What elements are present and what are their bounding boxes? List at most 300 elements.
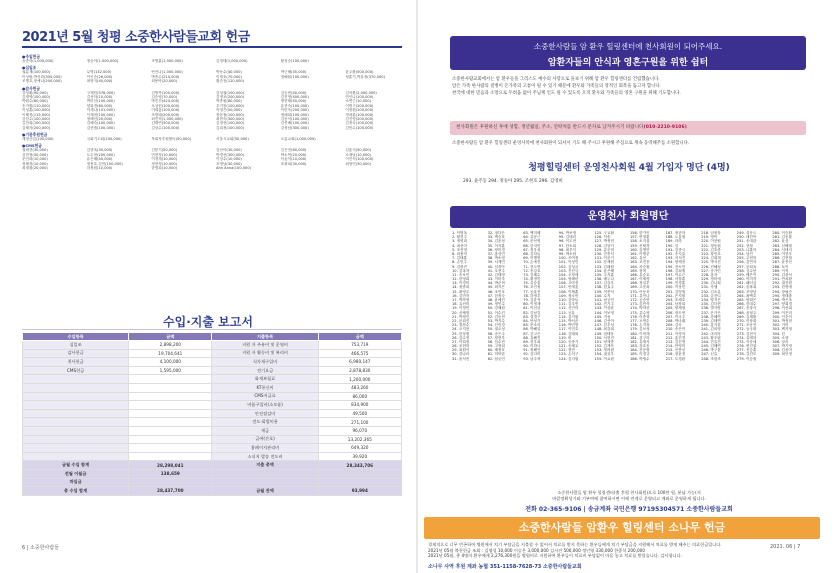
donation-grid [22,70,408,83]
account-info: 전화 02-365-9106 | 송금계좌 국민은행 97195304571 소중한사람들교회 [525,506,733,513]
angel-note-line: 바깥정확성기와 기부여에 참여하시면 이에 연계로 운영되고 계좌로 운영하게 됩니다. [552,496,706,501]
roster-number: 210. [665,327,675,332]
roster-number: 19. [452,306,459,311]
roster-name: 이선희 [781,306,792,311]
roster-name: 지석진 [674,256,686,261]
roster-number: 196. [665,268,675,273]
roster-column [488,231,522,487]
donation-entry: 김종배(100,000) [280,121,309,126]
roster-name: 김고은 [530,331,541,336]
finance-row [23,444,402,453]
roster-name: 마리아 [710,331,721,336]
roster-name: 고아성 [567,281,579,286]
donation-entry: 조광희(30,000) [280,161,307,166]
roster-name: 류수영 [639,310,650,315]
roster-number: 91. [523,348,531,353]
roster-name: 박구윤 [710,348,721,353]
income-item-cell [23,409,129,418]
roster-number: 203. [665,298,675,302]
roster-number: 230. [701,281,711,286]
roster-number: 11. [452,272,459,277]
roster-name: 홍성민 [494,251,505,256]
expense-amount-cell: 28,343,706 [318,461,401,470]
roster-name: 신민아 [567,306,579,311]
roster-number: 180. [629,331,640,336]
roster-number: 144. [594,310,604,315]
roster-name: 안영미 [674,344,686,349]
roster-number: 294. [772,289,782,294]
roster-name: 정일우 [639,281,650,286]
roster-number: 264. [736,293,746,298]
roster-number: 245. [701,344,711,349]
income-amount-cell: 19,704,641 [129,349,212,358]
expense-item-cell: 안전점검비 [212,409,318,418]
donation-entry: 한명희(10,000) [151,166,178,171]
roster-number: 160. [629,247,640,252]
roster-name: 남주혁 [530,356,541,361]
roster-number: 5. [452,247,457,252]
roster-number: 90. [523,344,531,349]
donation-entry: 김선아(10,000) [86,94,113,99]
donation-entry: 김홍석(50,000) [345,148,372,153]
roster-number: 135. [594,272,604,277]
roster-number: 93. [523,356,531,361]
roster-number: 226. [701,264,711,269]
donation-entry: 권분재(100,000) [22,70,51,75]
roster-number: 119. [558,335,568,340]
roster-number: 72. [523,268,531,273]
roster-name: 이찬원 [710,239,721,244]
roster-name: 윤석진 [458,356,470,361]
roster-name: 이명옥 [456,231,467,235]
roster-name: 박보영 [565,231,577,235]
roster-name: 공승연 [639,298,650,302]
donation-entry: 김찬희(100,000) [22,121,51,126]
donation-grid [22,59,408,63]
roster-name: 양세종 [603,339,614,344]
roster-name: 진기주 [603,302,614,307]
income-amount-cell: 2,898,200 [129,341,212,350]
roster-name: 김의영 [710,327,721,332]
pine-fund-text [428,542,816,559]
roster-number: 89. [523,339,531,344]
roster-number: 168. [629,281,640,286]
angel-note-line: 소중한사람들 암 환우 힐링센터(출 후원 천사회원)으로 100만 원, 분납 가능(서 [557,490,701,495]
roster-name: 주지훈 [603,272,614,277]
roster-name: 이미숙 [494,277,505,282]
new-members-list: 293. 윤주동 294. 정승아 295. 조현호 296. 김영희 [463,179,563,184]
donation-entry: 김태연(500,000) [151,121,180,126]
roster-name: 김선아 [603,318,614,323]
donation-entry: 이혜경(115,000) [22,112,51,117]
roster-number: 12. [452,277,459,282]
roster-name: 변진섭 [745,344,757,349]
finance-report-title: 수입·지출 보고서 [163,315,253,329]
roster-number: 55. [487,327,495,332]
roster-number: 54. [487,323,495,328]
roster-number: 268. [736,310,746,315]
roster-name: 박서준 [567,318,579,323]
income-item-cell: 금월 수입 합계 [23,461,129,470]
donation-entry: 하정원(10,000) [86,166,113,171]
roster-number: 110. [558,298,568,302]
roster-name: 이영자 [674,331,686,336]
roster-name: 정다은 [494,231,505,235]
roster-number: 1. [452,231,457,235]
roster-number: 112. [558,306,568,311]
roster-name: 김현철 [781,256,792,261]
donation-entry: 김현철(100,000) [86,125,115,130]
roster-number: 111. [558,302,568,307]
roster-number: 7. [452,256,457,261]
roster-name: 김현식 [745,331,757,336]
roster-name: 권오성 [494,327,505,332]
roster-name: 최선아 [456,243,467,248]
expense-amount-cell: 86,000 [318,392,401,401]
roster-number: 193. [665,256,675,261]
roster-name: 박민영 [567,323,579,328]
roster-number: 134. [594,268,604,273]
donation-category: ●기관후원헌금 [22,132,48,138]
donation-grid [22,148,408,170]
donation-entry: 강성휘(90,000) [22,90,48,95]
donation-entry: 김상수(100,000) [151,125,180,130]
finance-row [23,478,402,487]
finance-row [23,469,402,478]
donation-entry: 국회기도회(200,000) [86,137,122,142]
roster-number: 219. [701,235,711,240]
roster-number: 194. [665,260,675,265]
roster-name: 문희진 [458,318,470,323]
income-item-cell [23,418,129,427]
roster-number: 40. [487,264,495,269]
roster-name: 하정우 [530,293,541,298]
roster-number: 291. [772,277,782,282]
header-income-item: 수입항목 [23,333,129,341]
roster-number: 221. [701,243,711,248]
roster-name: 은가은 [710,310,721,315]
roster-name: 정영희 [456,239,467,244]
expense-item-cell: 화재보험료 [212,375,318,384]
roster-name: 류준열 [603,247,614,252]
roster-member [701,357,735,361]
roster-name: 김다현 [710,302,721,307]
income-item-cell: 십일조 [23,341,129,350]
finance-row [23,452,402,461]
roster-number: 261. [736,281,746,286]
roster-name: 이수진 [494,310,505,315]
roster-name: 김광진 [456,264,467,269]
donation-entry: 소재남(10,000) [345,152,372,157]
roster-name: 김광석 [781,272,792,277]
donation-entry: 정혜경(10,000) [22,161,48,166]
roster-name: 이준기 [603,256,614,261]
expense-amount-cell [318,469,401,478]
roster-name: 배두나 [603,277,614,282]
finance-row [23,392,402,401]
roster-name: 비 [567,335,572,340]
roster-number: 51. [487,310,495,315]
roster-number: 151. [594,339,604,344]
roster-number: 184. [629,348,640,353]
roster-number: 80. [523,302,531,307]
roster-name: 김희재 [710,256,721,261]
expense-item-cell: 소식지 발송 전도비 [212,452,318,461]
income-item-cell: 총 수입 합계 [23,487,129,496]
roster-name: 송혜교 [567,344,579,349]
donation-entry: 윤주환(500,000) [345,70,374,75]
income-item-cell [23,426,129,435]
roster-name: 노홍철 [674,235,686,240]
roster-name: 유선미 [458,302,470,307]
roster-number: 92. [523,352,531,357]
roster-number: 36. [487,247,495,252]
roster-number: 243. [701,335,711,340]
roster-number: 15. [452,289,459,294]
roster-name: 김동현 [494,314,505,319]
roster-name: 오현주 [494,268,505,273]
roster-number: 166. [629,272,640,277]
roster-name: 들국화 [745,327,757,332]
roster-name: 구교환 [603,231,614,235]
roster-name: 이미자 [745,277,757,282]
donation-entry: 김한수(100,000) [22,116,51,121]
roster-name: 한영애 [781,285,792,290]
expense-item-cell [212,469,318,478]
roster-number: 232. [701,289,711,294]
roster-name: 진해성 [710,264,721,269]
donation-entry: 김혜자(200,000) [22,125,51,130]
roster-name: 남궁민 [603,298,614,302]
roster-number: 23. [452,323,459,328]
intro-paragraph [452,76,806,97]
donation-entry: 이정원(100,000) [345,108,374,113]
donation-entry: 정대훈(100,000) [345,112,374,117]
left-page [0,0,416,573]
donation-entry: 권태현(30,000) [22,148,48,153]
roster-number: 85. [523,323,531,328]
roster-name: 김혜수 [530,272,541,277]
roster-number: 273. [736,331,746,336]
roster-number: 228. [701,272,711,277]
roster-name: 김종국 [674,247,686,252]
roster-number: 308. [772,348,782,353]
contact-notice [450,121,806,135]
roster-name: 송지효 [674,251,686,256]
roster-number: 162. [629,256,640,261]
roster-member [772,352,806,356]
roster-number: 108. [558,289,568,294]
roster-number: 267. [736,306,746,311]
expense-amount-cell: 1,200,000 [318,375,401,384]
donation-entry: 김정숙(100,000) [345,121,374,126]
donation-entry: 서울시교회(50,000) [216,137,249,142]
roster-name: 송은주 [494,331,505,336]
roster-name: 김민석 [639,302,650,307]
roster-number: 301. [772,318,782,323]
roster-name: 이솜 [603,235,611,240]
donation-entry: 이경재(10,000) [151,157,178,162]
roster-number: 299. [772,310,782,315]
roster-name: 김혜연 [710,344,721,349]
roster-name: 이희정 [458,339,470,344]
donation-entry: 이영은(50,000) [216,108,242,113]
donation-category: ●십일조 [22,65,37,71]
roster-number: 53. [487,318,495,323]
donation-entry: 김성남(300,000) [280,125,309,130]
roster-name: 박정인 [458,314,470,319]
roster-name: 백지혜 [530,231,541,235]
roster-name: 허미란 [494,352,505,357]
roster-number: 215. [665,348,675,353]
roster-number: 38. [487,256,495,261]
intro-line: 천국에 대한 믿음과 소망으로 두려움 없이 주님께 인도 될 수 있도록 오직 환우와 가족들의 영혼 구원을 위해 기도합니다. [452,91,681,96]
roster-name: 황정민 [530,277,541,282]
roster-number: 78. [523,293,531,298]
roster-number: 244. [701,339,711,344]
roster-name: 이병헌 [530,256,541,261]
roster-name: 김수영 [458,335,470,340]
roster-number: 146. [594,318,604,323]
roster-number: 212. [665,335,675,340]
roster-number: 8. [452,260,457,265]
roster-number: 33. [487,235,495,240]
donation-entry: 이윤석(10,000) [280,157,307,162]
roster-name: 이요원 [603,356,614,361]
roster-number: 156. [629,231,640,235]
roster-number: 46. [487,289,495,294]
roster-name: 이제훈 [567,289,579,294]
roster-number: 138. [594,285,604,290]
roster-name: 이현우 [781,251,792,256]
roster-column [523,231,557,487]
donation-entry: 김민수(100,000) [345,125,374,130]
roster-name: 안치환 [781,277,792,282]
roster-name: 이장희 [745,318,757,323]
roster-number: 115. [558,318,568,323]
donation-entry: 이성훈(100,000) [22,108,51,113]
income-item-cell: CMS헌금 [23,366,129,375]
roster-number: 149. [594,331,604,336]
roster-name: 남궁민 [494,356,505,361]
roster-number: 197. [665,272,675,277]
donation-entry: 이세홍(100,000) [151,108,180,113]
roster-number: 275. [736,339,746,344]
roster-name: 윤예진 [494,298,505,302]
roster-name: 신유 [710,352,718,357]
notice-text: 천사회원은 후원하신 후에 성함, 생년월일, 주소, 연락처를 반드시 문자로 남겨주시기 바랍니다 [456,125,644,130]
roster-number: 94. [558,231,566,235]
roster-number: 57. [487,335,495,340]
roster-number: 293. [772,285,782,290]
roster-number: 120. [558,339,568,344]
roster-member [452,357,486,361]
income-amount-cell [129,452,212,461]
donation-entry: 김성권(100,000) [216,90,245,95]
roster-number: 175. [629,310,640,315]
roster-number: 174. [629,306,640,311]
income-amount-cell [129,444,212,453]
roster-number: 213. [665,339,675,344]
donation-entry: 김정현(100,000) [216,121,245,126]
expense-amount-cell: 49,500 [318,409,401,418]
roster-name: 윤종신 [781,260,792,265]
roster-column [630,231,664,487]
roster-name: 정동원 [710,243,721,248]
donation-entry: 김승빈(40,000) [280,90,307,95]
roster-number: 233. [701,293,711,298]
roster-number: 304. [772,331,782,336]
roster-number: 281. [772,235,782,240]
roster-name: 이수근 [674,272,686,277]
roster-number: 172. [629,298,640,302]
roster-number: 75. [523,281,531,286]
income-item-cell: 천사헌금 [23,358,129,367]
roster-name: 박하영 [458,298,470,302]
roster-name: 이지훈 [494,243,505,248]
roster-name: 이경규 [639,352,650,357]
roster-number: 129. [594,247,604,252]
finance-divider [22,329,402,330]
roster-member [559,357,593,361]
roster-name: 공효진 [530,289,541,294]
roster-name: 박소영 [494,256,505,261]
roster-name: 이상윤 [603,306,614,311]
roster-number: 17. [452,298,459,302]
roster-name: 심수봉 [745,268,757,273]
roster-name: 한대수 [745,302,757,307]
expense-item-cell: 지원 자 활동비 및 복리비 [212,349,318,358]
roster-name: 서장훈 [674,277,686,282]
roster-number: 136. [594,277,604,282]
roster-number: 154. [594,352,604,357]
roster-number: 81. [523,306,531,311]
roster-name: 정태춘 [781,293,792,298]
roster-name: 송중기 [567,339,579,344]
donation-entry: 이재호(70,000) [216,74,242,79]
expense-amount-cell: 483,260 [318,383,401,392]
roster-name: 김남길 [530,310,541,315]
expense-amount-cell [318,478,401,487]
roster-name: 김하늘 [530,251,541,256]
roster-member [630,357,664,361]
donation-entry: 이인순(26,000) [86,74,113,79]
roster-name: 이정재 [530,302,541,307]
roster-name: 이정민 [458,306,470,311]
roster-name: 감우성 [603,323,614,328]
roster-name: 최우식 [565,247,577,252]
roster-number: 235. [701,302,711,307]
expense-item-cell: 전기요금 [212,366,318,375]
roster-name: 임수빈 [494,339,505,344]
donation-entry: 정혜선(20,000) [86,116,113,121]
roster-number: 295. [772,293,782,298]
roster-number: 31. [452,356,459,361]
donation-entry: 소연근(10,000) [345,99,372,104]
roster-name: 조여정 [567,256,579,261]
donation-entry: 김혜숙(100,000) [86,121,115,126]
roster-name: 최인영 [781,352,792,357]
donation-entry: 오륜교회(1,000,000) [280,137,316,142]
roster-number: 97. [558,243,566,248]
donation-entry: 김귀옥(30,000) [86,148,113,153]
roster-name: 최강희 [603,327,614,332]
roster-number: 159. [629,243,640,248]
expense-item-cell: 비품구입비(소모품) [212,401,318,410]
roster-number: 262. [736,285,746,290]
roster-name: 정민수 [494,302,505,307]
roster-name: 이세영 [639,277,650,282]
